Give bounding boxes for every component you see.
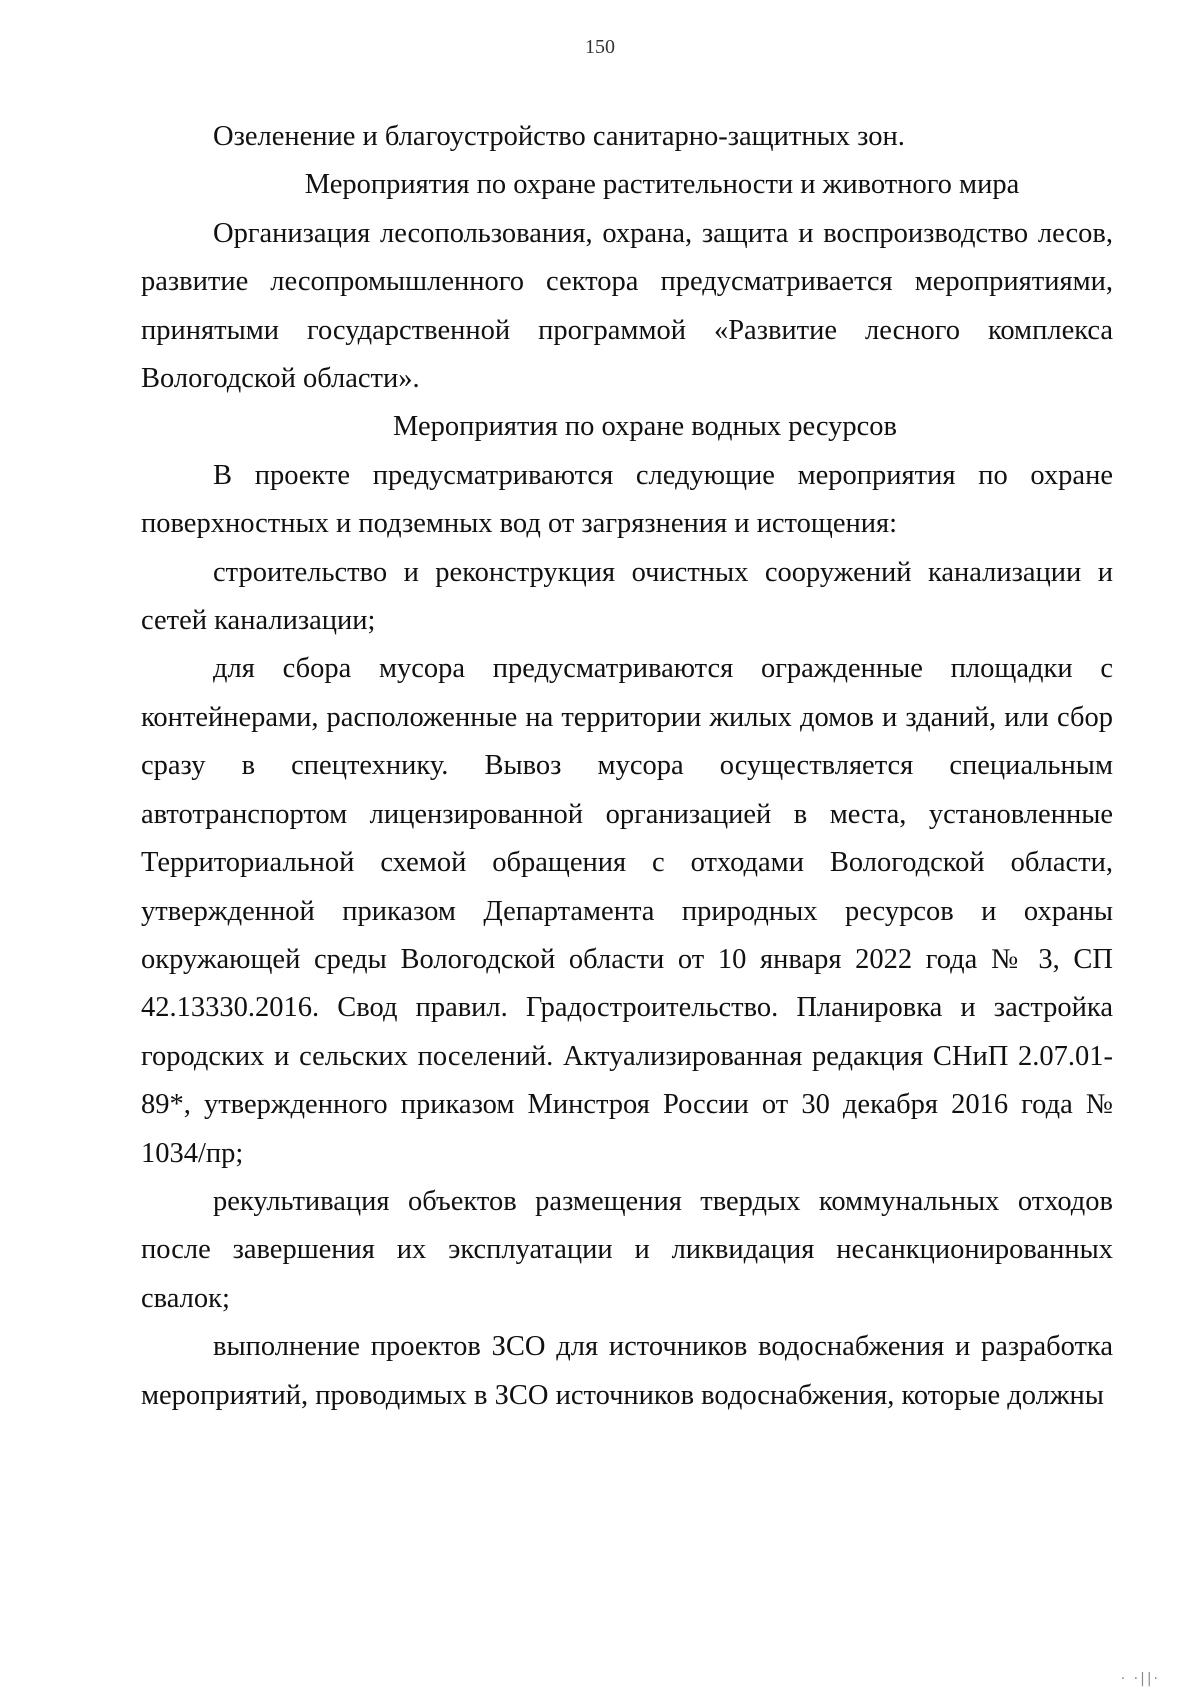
list-item-landfill-reclamation: рекультивация объектов размещения твердых коммунальных отходов после завершения их эксплуатации и ликвидация несанкционированных свалок;	[141, 1185, 1113, 1314]
scan-artifact-mark: · ·||·	[1120, 1671, 1160, 1687]
page-number: 150	[585, 36, 615, 58]
paragraph-water-measures-intro: В проекте предусматриваются следующие мероприятия по охране поверхностных и подземных вод от загрязнения и истощения:	[141, 459, 1113, 540]
heading-water-protection: Мероприятия по охране водных ресурсов	[393, 411, 897, 443]
paragraph-greening: Озеленение и благоустройство санитарно-защитных зон.	[213, 121, 905, 152]
list-item-waste-collection: для сбора мусора предусматриваются огражденные площадки с контейнерами, расположенные на территории жилых домов и зданий, или сбор сразу в спецтехнику. Вывоз мусора осуществляется специальным автотранспортом лицензированной организацией в места, установленные Территориальной схемой обращения с отходами Вологодской области, утвержденной приказом Департамента природных ресурсов и охраны окружающей среды Вологодской области от 10 января 2022 года № 3, СП 42.13330.2016. Свод правил. Градостроительство. Планировка и застройка городских и сельских поселений. Актуализированная редакция СНиП 2.07.01-89*, утвержденного приказом Минстроя России от 30 декабря 2016 года № 1034/пр;	[141, 653, 1113, 1169]
list-item-sewage-construction: строительство и реконструкция очистных сооружений канализации и сетей канализации;	[141, 556, 1113, 637]
list-item-sanitary-zones: выполнение проектов ЗСО для источников водоснабжения и разработка мероприятий, проводимых в ЗСО источников водоснабжения, которые должны	[141, 1331, 1113, 1411]
heading-flora-fauna-protection: Мероприятия по охране растительности и животного мира	[304, 169, 1020, 201]
document-body	[141, 113, 1113, 1420]
paragraph-forestry: Организация лесопользования, охрана, защита и воспроизводство лесов, развитие лесопромышленного сектора предусматривается мероприятиями, принятыми государственной программой «Развитие лесного комплекса Вологодской области».	[141, 217, 1113, 395]
